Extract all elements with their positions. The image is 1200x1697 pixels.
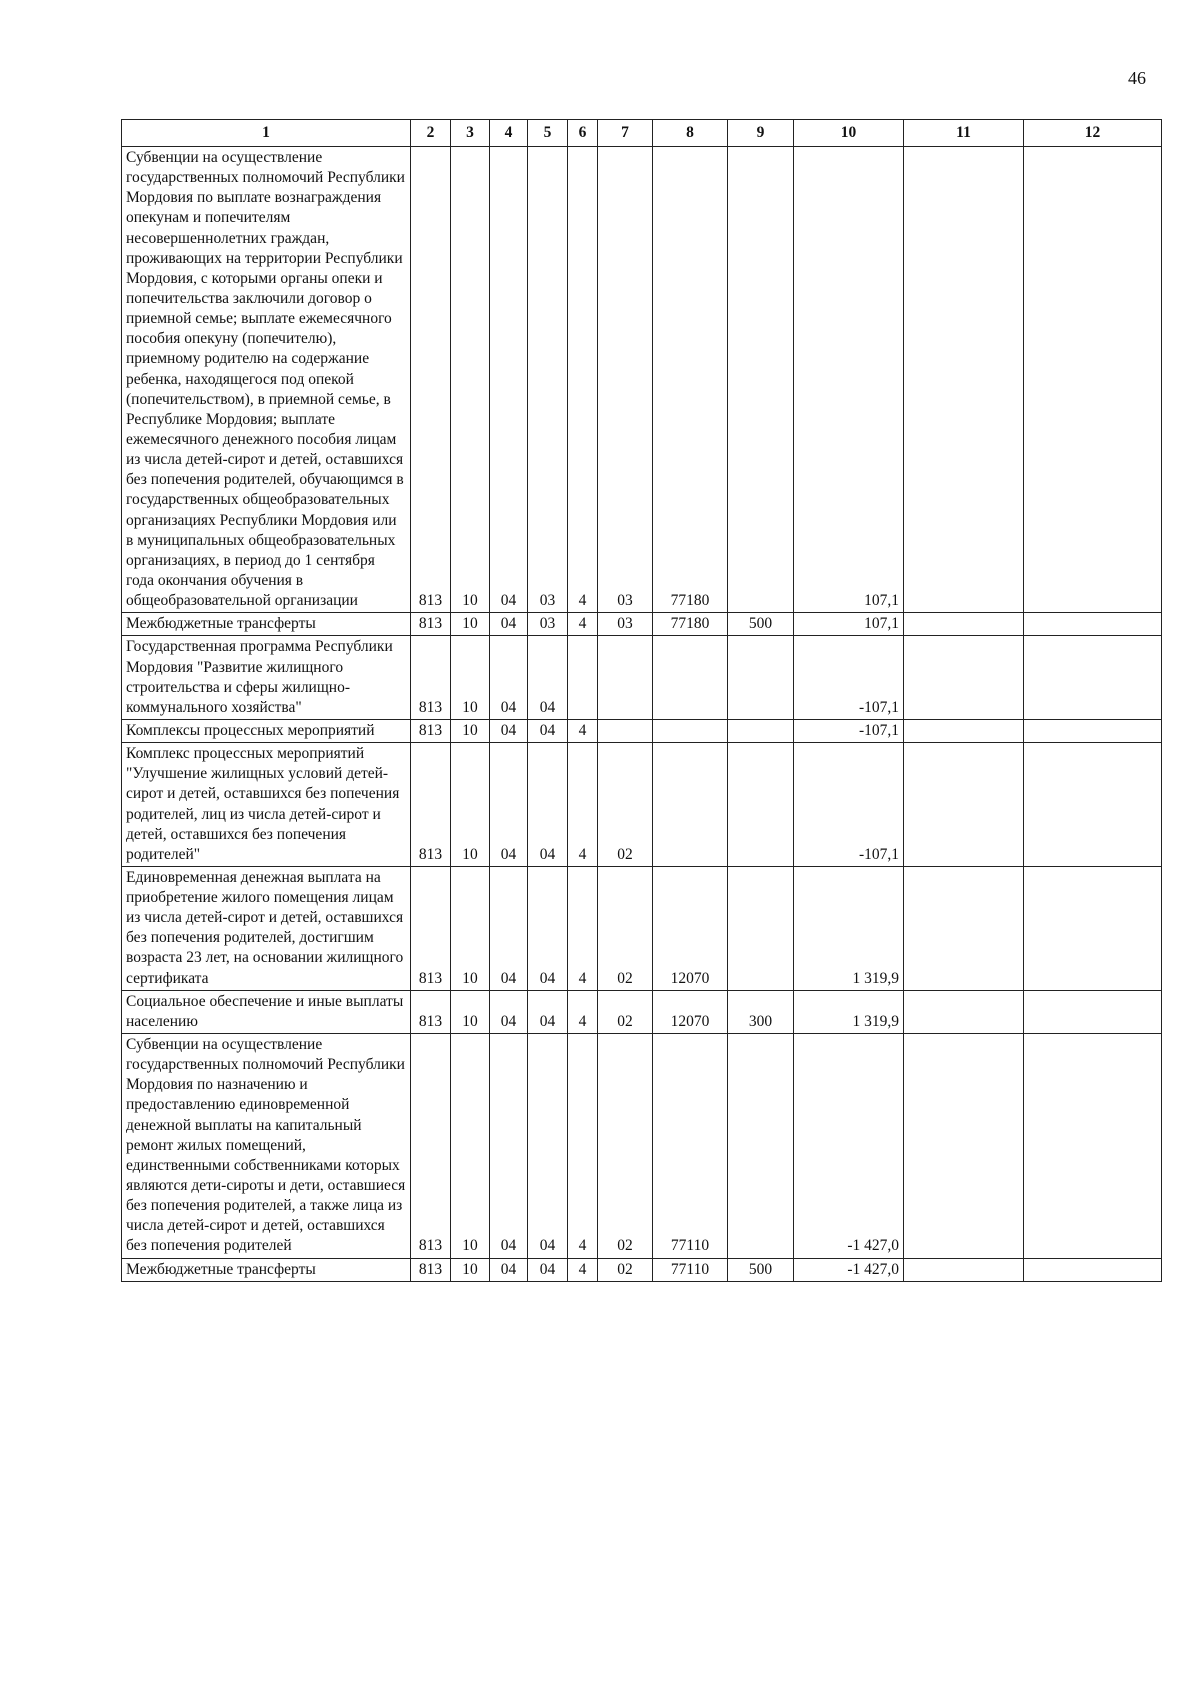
table-row: [122, 866, 1162, 990]
row-code-c4: 04: [490, 1258, 528, 1281]
row-code-c12: [1024, 1258, 1162, 1281]
header-row: [122, 120, 1162, 147]
row-description: Комплексы процессных мероприятий: [122, 719, 411, 742]
row-code-c11: [904, 147, 1024, 613]
column-header-8: 8: [653, 120, 728, 147]
row-code-c9: 500: [728, 1258, 794, 1281]
row-code-c2: 813: [411, 636, 451, 720]
row-code-c5: 04: [528, 636, 568, 720]
table-row: [122, 613, 1162, 636]
row-code-c6: 4: [568, 743, 598, 867]
row-code-c5: 04: [528, 990, 568, 1033]
row-description: Социальное обеспечение и иные выплаты населению: [122, 990, 411, 1033]
row-code-c6: 4: [568, 1034, 598, 1259]
row-description: Субвенции на осуществление государственных полномочий Республики Мордовия по назначению и предоставлению единовременной денежной выплаты на капитальный ремонт жилых помещений, единственными собственниками которых являются дети-сироты и дети, оставшиеся без попечения родителей, а также лица из числа детей-сирот и детей, оставшихся без попечения родителей: [122, 1034, 411, 1259]
row-code-c3: 10: [451, 636, 490, 720]
row-code-c8: 77180: [653, 613, 728, 636]
row-code-c7: [598, 719, 653, 742]
row-code-c2: 813: [411, 613, 451, 636]
row-code-c2: 813: [411, 147, 451, 613]
row-code-c8: 77180: [653, 147, 728, 613]
row-code-c11: [904, 613, 1024, 636]
table-row: [122, 719, 1162, 742]
table-row: [122, 743, 1162, 867]
row-code-c9: [728, 636, 794, 720]
row-code-c8: 77110: [653, 1034, 728, 1259]
row-code-c5: 04: [528, 743, 568, 867]
column-header-5: 5: [528, 120, 568, 147]
column-header-11: 11: [904, 120, 1024, 147]
row-amount: -1 427,0: [794, 1258, 904, 1281]
row-code-c6: 4: [568, 990, 598, 1033]
column-header-12: 12: [1024, 120, 1162, 147]
row-code-c6: [568, 636, 598, 720]
row-code-c5: 04: [528, 1034, 568, 1259]
row-code-c2: 813: [411, 719, 451, 742]
row-code-c7: 02: [598, 866, 653, 990]
row-code-c11: [904, 636, 1024, 720]
row-code-c3: 10: [451, 147, 490, 613]
row-code-c12: [1024, 147, 1162, 613]
row-code-c5: 03: [528, 147, 568, 613]
row-code-c12: [1024, 613, 1162, 636]
row-code-c8: [653, 636, 728, 720]
row-code-c2: 813: [411, 990, 451, 1033]
row-code-c7: 03: [598, 147, 653, 613]
table-row: [122, 990, 1162, 1033]
row-code-c4: 04: [490, 147, 528, 613]
table-row: [122, 636, 1162, 720]
row-code-c8: [653, 719, 728, 742]
row-amount: 1 319,9: [794, 866, 904, 990]
row-code-c3: 10: [451, 743, 490, 867]
row-code-c2: 813: [411, 1258, 451, 1281]
row-code-c8: 77110: [653, 1258, 728, 1281]
column-header-3: 3: [451, 120, 490, 147]
row-code-c3: 10: [451, 1258, 490, 1281]
row-amount: -1 427,0: [794, 1034, 904, 1259]
row-code-c2: 813: [411, 1034, 451, 1259]
row-code-c7: [598, 636, 653, 720]
row-code-c12: [1024, 636, 1162, 720]
row-code-c5: 03: [528, 613, 568, 636]
row-amount: 107,1: [794, 147, 904, 613]
row-code-c7: 02: [598, 1034, 653, 1259]
row-code-c9: 500: [728, 613, 794, 636]
row-code-c11: [904, 866, 1024, 990]
row-code-c12: [1024, 990, 1162, 1033]
row-amount: -107,1: [794, 719, 904, 742]
row-description: Комплекс процессных мероприятий "Улучшение жилищных условий детей-сирот и детей, оставшихся без попечения родителей, лиц из числа детей-сирот и детей, оставшихся без попечения родителей": [122, 743, 411, 867]
row-code-c9: [728, 866, 794, 990]
table-row: [122, 1258, 1162, 1281]
table-body: [122, 147, 1162, 1282]
column-header-10: 10: [794, 120, 904, 147]
row-code-c5: 04: [528, 1258, 568, 1281]
column-header-9: 9: [728, 120, 794, 147]
row-code-c2: 813: [411, 866, 451, 990]
row-description: Государственная программа Республики Мордовия "Развитие жилищного строительства и сферы жилищно-коммунального хозяйства": [122, 636, 411, 720]
row-code-c4: 04: [490, 719, 528, 742]
row-code-c11: [904, 719, 1024, 742]
row-code-c6: 4: [568, 866, 598, 990]
column-header-4: 4: [490, 120, 528, 147]
row-code-c4: 04: [490, 866, 528, 990]
table-row: [122, 1034, 1162, 1259]
row-code-c11: [904, 1258, 1024, 1281]
row-amount: 1 319,9: [794, 990, 904, 1033]
column-header-7: 7: [598, 120, 653, 147]
row-code-c3: 10: [451, 990, 490, 1033]
row-code-c12: [1024, 1034, 1162, 1259]
row-code-c5: 04: [528, 719, 568, 742]
row-code-c4: 04: [490, 1034, 528, 1259]
row-code-c8: [653, 743, 728, 867]
row-code-c5: 04: [528, 866, 568, 990]
row-code-c3: 10: [451, 613, 490, 636]
row-code-c9: [728, 147, 794, 613]
row-code-c4: 04: [490, 613, 528, 636]
budget-table: [121, 119, 1162, 1282]
row-code-c8: 12070: [653, 990, 728, 1033]
row-code-c3: 10: [451, 719, 490, 742]
row-code-c6: 4: [568, 613, 598, 636]
row-code-c9: [728, 719, 794, 742]
row-code-c12: [1024, 719, 1162, 742]
row-code-c6: 4: [568, 719, 598, 742]
row-code-c4: 04: [490, 636, 528, 720]
row-code-c7: 02: [598, 1258, 653, 1281]
row-code-c7: 02: [598, 990, 653, 1033]
column-header-2: 2: [411, 120, 451, 147]
row-code-c3: 10: [451, 866, 490, 990]
row-amount: 107,1: [794, 613, 904, 636]
row-amount: -107,1: [794, 636, 904, 720]
row-code-c9: 300: [728, 990, 794, 1033]
row-code-c6: 4: [568, 147, 598, 613]
row-code-c12: [1024, 743, 1162, 867]
row-code-c7: 03: [598, 613, 653, 636]
row-code-c11: [904, 1034, 1024, 1259]
table-row: [122, 147, 1162, 613]
row-amount: -107,1: [794, 743, 904, 867]
row-code-c4: 04: [490, 990, 528, 1033]
row-code-c11: [904, 743, 1024, 867]
row-description: Межбюджетные трансферты: [122, 613, 411, 636]
row-code-c4: 04: [490, 743, 528, 867]
row-code-c8: 12070: [653, 866, 728, 990]
row-code-c2: 813: [411, 743, 451, 867]
page-number: 46: [1128, 68, 1146, 88]
column-header-6: 6: [568, 120, 598, 147]
row-code-c12: [1024, 866, 1162, 990]
row-code-c9: [728, 743, 794, 867]
row-description: Межбюджетные трансферты: [122, 1258, 411, 1281]
row-code-c3: 10: [451, 1034, 490, 1259]
row-description: Единовременная денежная выплата на приобретение жилого помещения лицам из числа детей-сирот и детей, оставшихся без попечения родителей, достигшим возраста 23 лет, на основании жилищного сертификата: [122, 866, 411, 990]
column-header-1: 1: [122, 120, 411, 147]
row-code-c11: [904, 990, 1024, 1033]
row-code-c7: 02: [598, 743, 653, 867]
row-code-c6: 4: [568, 1258, 598, 1281]
row-description: Субвенции на осуществление государственных полномочий Республики Мордовия по выплате вознаграждения опекунам и попечителям несовершеннолетних граждан, проживающих на территории Республики Мордовия, с которыми органы опеки и попечительства заключили договор о приемной семье; выплате ежемесячного пособия опекуну (попечителю), приемному родителю на содержание ребенка, находящегося под опекой (попечительством), в приемной семье, в Республике Мордовия; выплате ежемесячного денежного пособия лицам из числа детей-сирот и детей, оставшихся без попечения родителей, обучающимся в государственных общеобразовательных организациях Республики Мордовия или в муниципальных общеобразовательных организациях, в период до 1 сентября года окончания обучения в общеобразовательной организации: [122, 147, 411, 613]
row-code-c9: [728, 1034, 794, 1259]
